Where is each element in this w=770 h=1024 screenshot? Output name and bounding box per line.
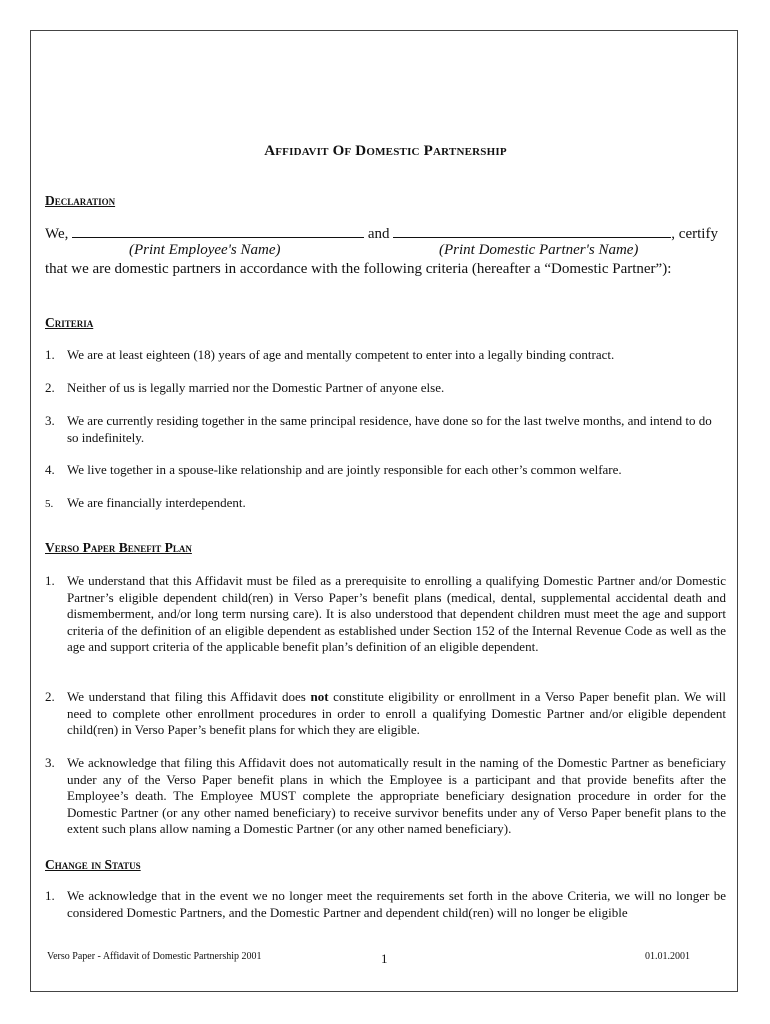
document-title: Affidavit Of Domestic Partnership — [264, 143, 507, 159]
partner-name-caption: (Print Domestic Partner's Name) — [439, 242, 639, 258]
item-number: 4. — [45, 462, 55, 477]
item-number: 5. — [45, 498, 54, 510]
item-number: 1. — [45, 888, 55, 903]
employee-name-caption: (Print Employee's Name) — [129, 242, 281, 258]
declaration-statement: that we are domestic partners in accordance with the following criteria (hereafter a “Domestic Partner”): — [45, 261, 672, 277]
item-number: 1. — [45, 347, 55, 362]
item-number: 2. — [45, 380, 55, 395]
criteria-item — [45, 462, 726, 479]
footer-document-name: Verso Paper - Affidavit of Domestic Partnership 2001 — [47, 951, 262, 962]
item-text — [67, 689, 726, 739]
we-label: We, — [45, 226, 69, 242]
partner-name-field[interactable] — [393, 224, 671, 238]
item-text: Neither of us is legally married nor the Domestic Partner of anyone else. — [67, 380, 445, 395]
and-label: and — [367, 226, 390, 242]
criteria-item — [45, 380, 726, 397]
benefit-plan-item — [45, 573, 726, 656]
benefit-plan-item — [45, 689, 726, 739]
item-text: We are currently residing together in the same principal residence, have done so for the last twelve months, and intend to do so indefinitely. — [67, 413, 712, 445]
item-text: We are financially interdependent. — [67, 495, 246, 510]
criteria-item — [45, 413, 726, 446]
footer-date: 01.01.2001 — [645, 951, 690, 962]
document-page — [30, 30, 738, 992]
criteria-heading: Criteria — [45, 315, 94, 330]
item-text: We acknowledge that filing this Affidavit does not automatically result in the naming of the Domestic Partner as beneficiary under any of the Verso Paper benefit plans in which the Employee is a participant and that provide benefits after the Employee’s death. The Employee MUST complete the appropriate beneficiary designation procedure in order for the Domestic Partner (or any other named beneficiary) to receive survivor benefits under any of Verso Paper benefit plans to the extent such plans allow naming a Domestic Partner (or any other named beneficiary). — [67, 755, 726, 836]
declaration-names-line — [45, 224, 726, 243]
item-number: 3. — [45, 413, 55, 428]
item-number: 3. — [45, 755, 55, 770]
item-text-emphasis: not — [310, 689, 329, 704]
change-in-status-heading: Change in Status — [45, 857, 141, 872]
item-text-part: constitute eligibility or enrollment in a Verso Paper benefit plan. We will need to complete other enrollment procedures in order to enroll a qualifying Domestic Partner and/or eligible dependent child(ren) in Verso Paper’s benefit plans for which they are eligible. — [67, 689, 727, 737]
benefit-plan-heading: Verso Paper Benefit Plan — [45, 540, 192, 555]
item-text: We understand that this Affidavit must be filed as a prerequisite to enrolling a qualifying Domestic Partner and/or Domestic Partner’s eligible dependent child(ren) in Verso Paper’s benefit plans (medical, dental, supplemental accidental death and dismemberment, and/or long term nursing care). It is also understood that dependent children must meet the age and support criteria of the definition of an eligible dependent as established under Section 152 of the Internal Revenue Code as well as the age and support criteria of the applicable benefit plan’s definition of an eligible dependent. — [67, 573, 726, 654]
item-text: We are at least eighteen (18) years of age and mentally competent to enter into a legally binding contract. — [67, 347, 615, 362]
criteria-item — [45, 347, 726, 364]
criteria-item — [45, 495, 726, 512]
benefit-plan-item — [45, 755, 726, 838]
item-text: We live together in a spouse-like relationship and are jointly responsible for each other’s common welfare. — [67, 462, 622, 477]
declaration-heading: Declaration — [45, 193, 116, 208]
item-text-part: We understand that filing this Affidavit does — [67, 689, 311, 704]
change-in-status-item — [45, 888, 726, 921]
item-number: 2. — [45, 689, 55, 704]
page-number: 1 — [381, 951, 388, 966]
item-number: 1. — [45, 573, 55, 588]
certify-label: , certify — [671, 226, 718, 242]
employee-name-field[interactable] — [72, 224, 364, 238]
item-text: We acknowledge that in the event we no longer meet the requirements set forth in the above Criteria, we will no longer be considered Domestic Partners, and the Domestic Partner and dependent child(ren) will no longer be eligible — [67, 888, 726, 920]
